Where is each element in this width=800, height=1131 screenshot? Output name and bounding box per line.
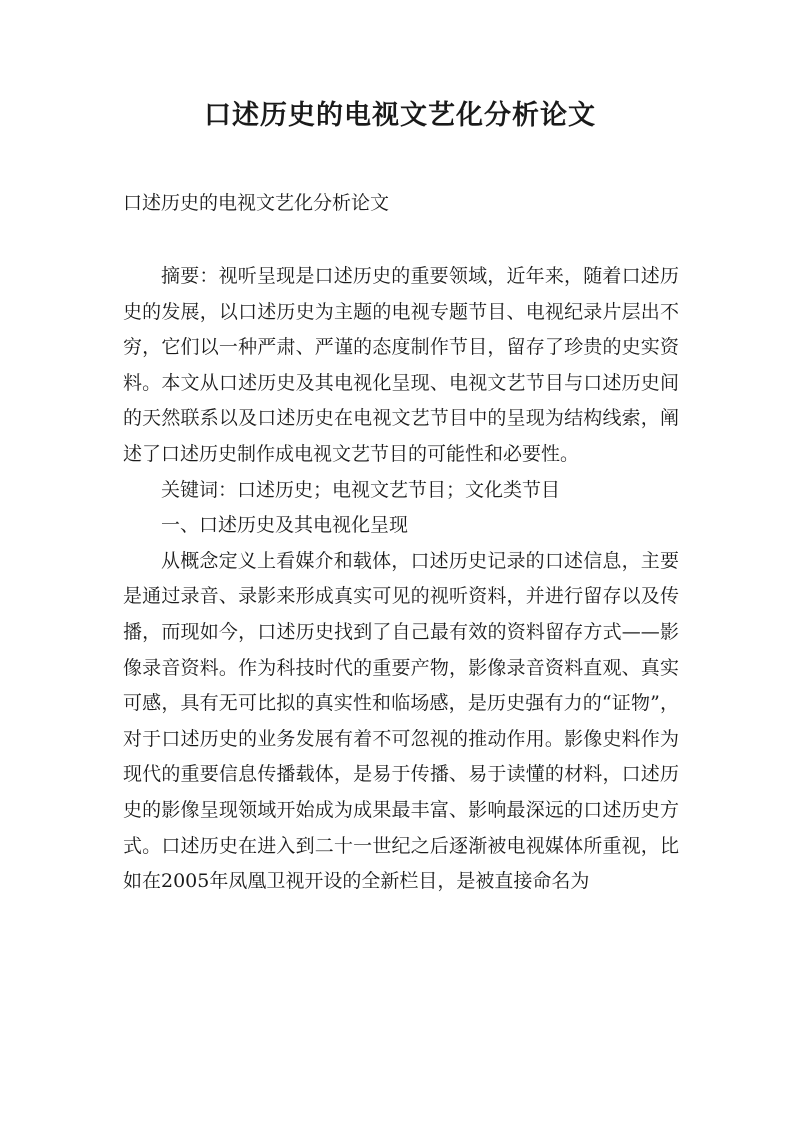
document-body [123, 259, 679, 900]
document-subtitle: 口述历史的电视文艺化分析论文 [123, 192, 390, 214]
section-heading: 一、口述历史及其电视化呈现 [161, 514, 409, 537]
body-paragraph: 从概念定义上看媒介和载体，口述历史记录的口述信息，主要是通过录音、录影来形成真实可见的视听资料，并进行留存以及传播，而现如今，口述历史找到了自己最有效的资料留存方式——影像录音资料。作为科技时代的重要产物，影像录音资料直观、真实可感，具有无可比拟的真实性和临场感，是历史强有力的“证物”，对于口述历史的业务发展有着不可忽视的推动作用。影像史料作为现代的重要信息传播载体，是易于传播、易于读懂的材料，口述历史的影像呈现领域开始成为成果最丰富、影响最深远的口述历史方式。口述历史在进入到二十一世纪之后逐渐被电视媒体所重视，比如在2005年凤凰卫视开设的全新栏目，是被直接命名为 [123, 549, 679, 893]
abstract-paragraph: 摘要：视听呈现是口述历史的重要领域，近年来，随着口述历史的发展，以口述历史为主题的电视专题节目、电视纪录片层出不穷，它们以一种严肃、严谨的态度制作节目，留存了珍贵的史实资料。本文从口述历史及其电视化呈现、电视文艺节目与口述历史间的天然联系以及口述历史在电视文艺节目中的呈现为结构线索，阐述了口述历史制作成电视文艺节目的可能性和必要性。 [123, 265, 679, 465]
document-title: 口述历史的电视文艺化分析论文 [204, 100, 596, 131]
keywords-line: 关键词：口述历史；电视文艺节目；文化类节目 [161, 478, 561, 501]
